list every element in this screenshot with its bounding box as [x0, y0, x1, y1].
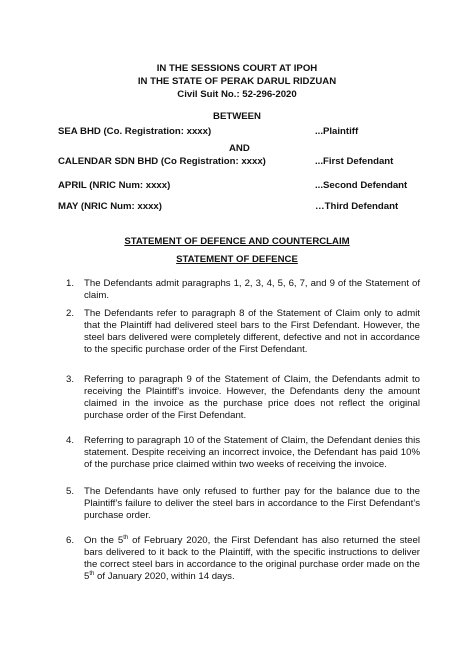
text-segment: of February 2020, the First Defendant has also returned the steel bars delivered to it back to the Plaintiff, with the specific instructions to deliver the correct steel bars in accordance to the original purchase order made on the 5	[84, 535, 420, 582]
civil-suit-number: Civil Suit No.: 52-296-2020	[177, 89, 297, 100]
party-role: ...Plaintiff	[315, 126, 359, 137]
court-header	[0, 62, 474, 101]
court-name: IN THE SESSIONS COURT AT IPOH	[156, 63, 318, 74]
paragraph-text: The Defendants refer to paragraph 8 of the Statement of Claim only to admit that the Plaintiff had delivered steel bars to the First Defendant. However, the steel bars delivered were completely different, defective and not in accordance to the specific purchase order of the First Defendant.	[84, 308, 420, 355]
between-label: BETWEEN	[213, 111, 261, 122]
text-segment: of January 2020, within 14 days.	[94, 571, 235, 582]
paragraph-text: Referring to paragraph 10 of the Statement of Claim, the Defendant denies this statement. Despite receiving an incorrect invoice, the Defendant has paid 10% of the purchase price claimed within two weeks of receiving the invoice.	[84, 435, 420, 470]
paragraph-number: 2.	[65, 308, 74, 319]
paragraph-text: The Defendants admit paragraphs 1, 2, 3, 4, 5, 6, 7, and 9 of the Statement of claim.	[84, 278, 420, 301]
party-name: APRIL (NRIC Num: xxxx)	[58, 180, 171, 191]
and-label: AND	[229, 143, 250, 154]
ordinal-suffix: th	[89, 570, 95, 577]
defence-subtitle: STATEMENT OF DEFENCE	[176, 254, 298, 265]
paragraph-text	[84, 535, 420, 583]
paragraph-text: The Defendants have only refused to further pay for the balance due to the Plaintiff’s failure to deliver the steel bars in accordance to the First Defendant’s purchase order.	[84, 486, 420, 521]
ordinal-suffix: th	[123, 534, 129, 541]
paragraph-number: 1.	[65, 278, 74, 289]
statement-title: STATEMENT OF DEFENCE AND COUNTERCLAIM	[124, 236, 350, 247]
paragraph-number: 6.	[65, 535, 74, 546]
state-name: IN THE STATE OF PERAK DARUL RIDZUAN	[137, 76, 337, 87]
text-segment: On the 5	[84, 535, 124, 546]
party-name: MAY (NRIC Num: xxxx)	[58, 201, 162, 212]
paragraph-number: 4.	[65, 435, 74, 446]
paragraph-text: Referring to paragraph 9 of the Statement of Claim, the Defendants admit to receiving the Plaintiff’s invoice. However, the Defendants deny the amount claimed in the invoice as the purchase price does not reflect the original purchase order of the First Defendant.	[84, 374, 420, 421]
paragraph-number: 3.	[65, 374, 74, 385]
paragraph-number: 5.	[65, 486, 74, 497]
party-name: SEA BHD (Co. Registration: xxxx)	[58, 126, 212, 137]
party-role: ...First Defendant	[315, 156, 394, 167]
party-role: ...Second Defendant	[315, 180, 408, 191]
party-name: CALENDAR SDN BHD (Co Registration: xxxx)	[58, 156, 266, 167]
party-role: …Third Defendant	[315, 201, 399, 212]
